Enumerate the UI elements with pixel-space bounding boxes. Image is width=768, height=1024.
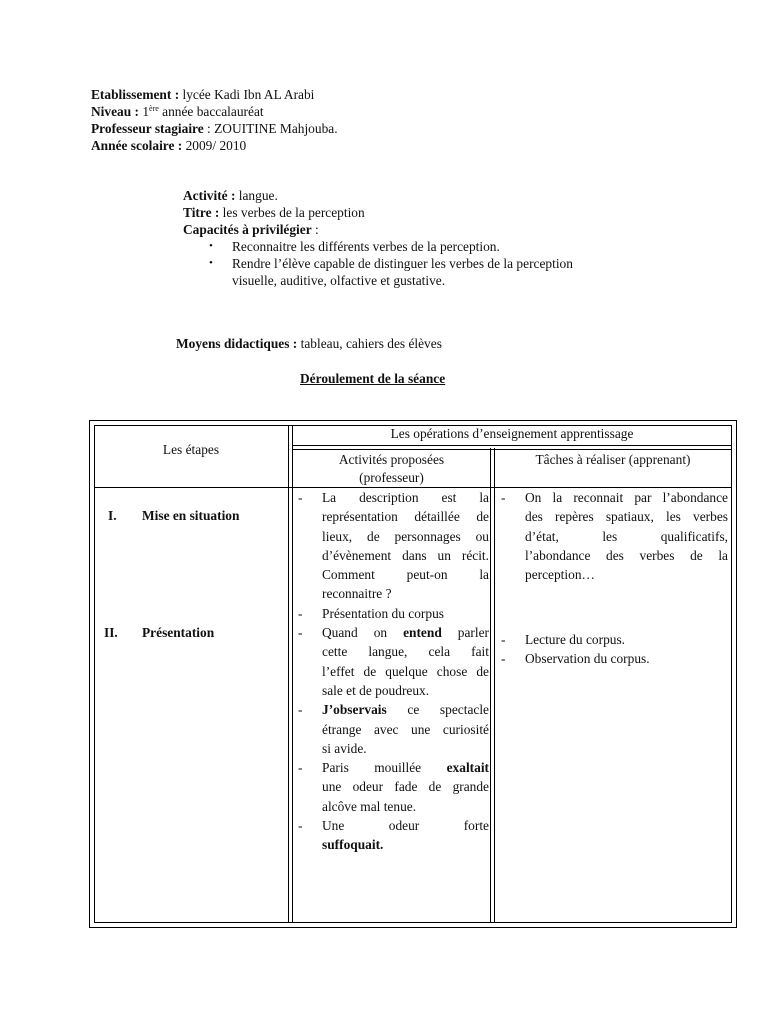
prof-bold-verb: suffoquait. [322, 837, 384, 853]
prof-text: parler [441, 625, 489, 641]
annee-value: 2009/ 2010 [182, 138, 247, 153]
table-border-left-outer [89, 420, 90, 928]
taches-header: Tâches à réaliser (apprenant) [535, 452, 691, 467]
prof-line [322, 700, 489, 719]
prof-line: sale et de poudreux. [322, 682, 430, 698]
apprenant-item [500, 488, 728, 584]
prof-bold-verb: J’observais [322, 702, 387, 718]
col-divider-2b [494, 448, 495, 923]
prof-line: reconnaitre ? [322, 586, 392, 602]
bullet-icon: • [209, 257, 213, 269]
etapes-header: Les étapes [162, 442, 220, 457]
capacite-text: Reconnaitre les différents verbes de la perception. [232, 239, 500, 254]
annee-label: Année scolaire : [91, 138, 183, 153]
prof-line [322, 758, 489, 777]
prof-item [297, 488, 489, 604]
activites-header [295, 451, 488, 487]
prof-item [297, 623, 489, 700]
activite-line [183, 187, 573, 204]
etablissement-value: lycée Kadi Ibn AL Arabi [179, 87, 315, 102]
etape-row [108, 506, 240, 525]
prof-text: Quand on [322, 625, 404, 641]
capacites-line [183, 221, 573, 238]
etape-label: Présentation [142, 625, 215, 640]
prof-line: Une odeur forte [322, 818, 489, 834]
niveau-label: Niveau : [91, 104, 139, 119]
prof-line: alcôve mal tenue. [322, 798, 417, 814]
table-border-top-outer [89, 420, 737, 421]
titre-line [183, 204, 573, 221]
dash-icon: - [501, 632, 506, 647]
prof-line: d’évènement dans un récit. [322, 547, 489, 563]
dash-icon: - [298, 702, 303, 718]
professeur-label: Professeur stagiaire [91, 121, 204, 136]
capacites-label: Capacités à privilégier [183, 222, 312, 237]
prof-text: ce spectacle [386, 702, 489, 718]
capacite-text: visuelle, auditive, olfactive et gustative. [232, 273, 446, 288]
etablissement-label: Etablissement : [91, 87, 180, 102]
apprenant-item [500, 630, 728, 649]
bullet-icon: • [209, 240, 213, 252]
activite-label: Activité : [183, 188, 236, 203]
prof-item [297, 700, 489, 758]
dash-icon: - [298, 490, 303, 505]
subheader-separator-a [292, 445, 732, 446]
header-block [91, 86, 338, 154]
dash-icon: - [298, 605, 303, 621]
activites-header-line: Activités proposées [338, 452, 445, 467]
dash-icon: - [298, 625, 303, 641]
moyens-label: Moyens didactiques : [176, 336, 298, 351]
etape-num: I. [108, 508, 117, 523]
titre-value: les verbes de la perception [219, 205, 365, 220]
prof-bold-verb: entend [403, 625, 442, 641]
professeur-value: : ZOUITINE Mahjouba. [203, 121, 338, 136]
table-border-bottom-inner [94, 922, 732, 923]
apprenant-line: Observation du corpus. [525, 651, 650, 667]
table-border-left-inner [94, 425, 95, 923]
niveau-num: 1 [138, 104, 150, 119]
annee-line [91, 137, 338, 154]
niveau-line [91, 103, 338, 120]
dash-icon: - [298, 818, 303, 834]
prof-activities [297, 488, 489, 855]
dash-icon: - [501, 490, 506, 505]
table-border-right-outer [736, 420, 737, 928]
etape-row [104, 623, 215, 642]
etape-label: Mise en situation [142, 508, 240, 523]
apprenant-line: Lecture du corpus. [525, 632, 626, 647]
prof-line: La description est la [322, 490, 489, 505]
prof-line [322, 623, 489, 642]
prof-line: Comment peut-on la [322, 567, 489, 583]
prof-bold-verb: exaltait [446, 760, 489, 776]
activites-header-line: (professeur) [359, 470, 424, 485]
prof-line: une odeur fade de grande [322, 779, 489, 795]
niveau-value: année baccalauréat [158, 104, 264, 119]
professeur-line [91, 120, 338, 137]
prof-line: représentation détaillée de [322, 509, 489, 525]
etablissement-line [91, 86, 338, 103]
capacite-item [183, 255, 573, 272]
etape-num: II. [104, 625, 118, 640]
col-divider-1b [292, 425, 293, 923]
capacite-text: Rendre l’élève capable de distinguer les verbes de la perception [232, 256, 573, 271]
titre-label: Titre : [183, 205, 220, 220]
prof-line: l’effet de quelque chose de [322, 663, 489, 679]
dash-icon: - [501, 651, 506, 667]
operations-header: Les opérations d’enseignement apprentissage [390, 426, 634, 441]
col-divider-2a [490, 448, 491, 923]
subheader-separator-b [292, 449, 732, 450]
apprenant-line: d’état, les qualificatifs, [525, 528, 728, 544]
prof-line: Présentation du corpus [322, 605, 444, 621]
niveau-sup: ère [149, 104, 159, 113]
prof-line: si avide. [322, 740, 367, 756]
activite-value: langue. [235, 188, 278, 203]
moyens-line [176, 335, 442, 352]
prof-line: étrange avec une curiosité [322, 721, 489, 737]
deroulement-title: Déroulement de la séance [300, 371, 446, 386]
apprenant-item [500, 649, 728, 668]
apprenant-line: l’abondance des verbes de la [525, 547, 728, 563]
moyens-value: tableau, cahiers des élèves [297, 336, 442, 351]
table-border-right-inner [731, 425, 732, 923]
apprenant-tasks-corpus [500, 630, 728, 669]
capacite-item-continued [183, 272, 573, 289]
prof-item [297, 758, 489, 816]
capacite-item [183, 238, 573, 255]
apprenant-line: On la reconnait par l’abondance [525, 490, 728, 505]
dash-icon: - [298, 760, 303, 776]
prof-item [297, 816, 489, 855]
prof-line: lieux, de personnages ou [322, 528, 489, 544]
prof-item [297, 604, 489, 623]
prof-line: cette langue, cela fait [322, 644, 489, 660]
activity-block [183, 187, 573, 289]
prof-text: Paris mouillée [322, 760, 447, 776]
apprenant-line: perception… [525, 567, 595, 583]
capacites-sep: : [311, 222, 319, 237]
apprenant-tasks [500, 488, 728, 584]
col-divider-1a [288, 425, 289, 923]
prof-line [322, 835, 489, 854]
table-border-bottom-outer [89, 927, 737, 928]
apprenant-line: des repères spatiaux, les verbes [525, 509, 728, 525]
capacites-list [183, 238, 573, 289]
